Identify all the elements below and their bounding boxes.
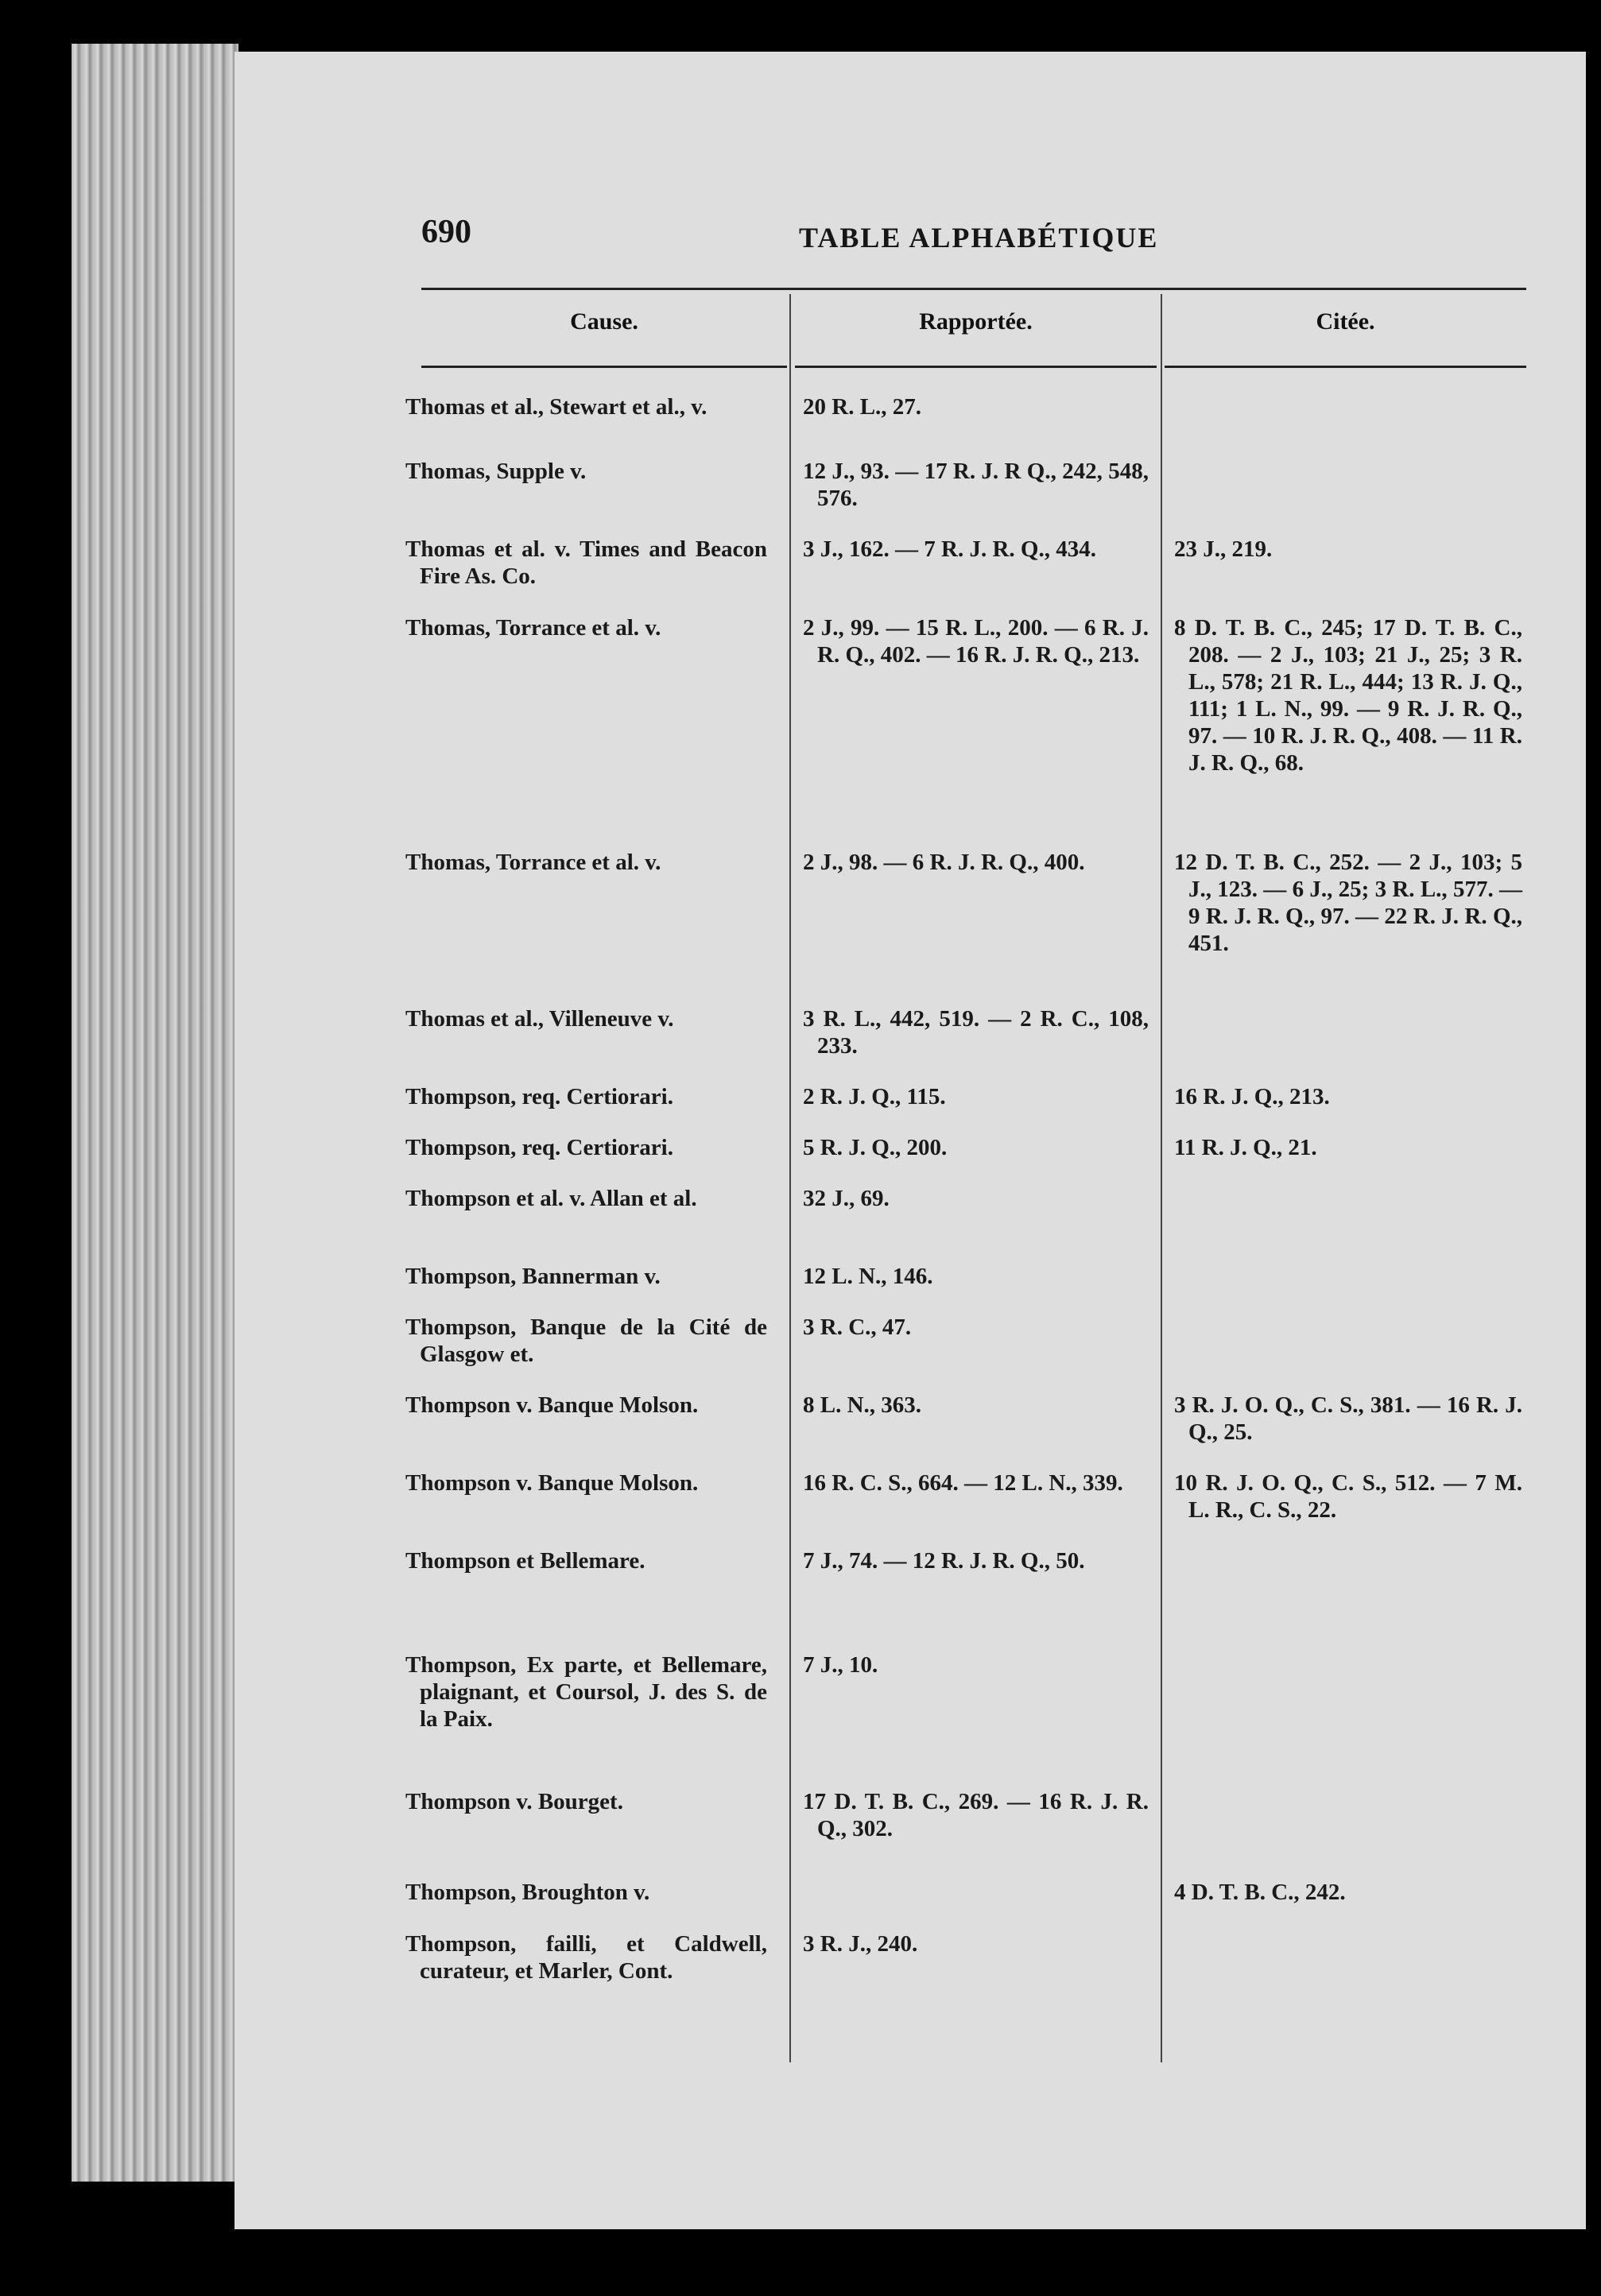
table-row	[405, 1651, 1534, 1788]
table-row	[405, 1083, 1534, 1134]
rapportee-cell: 2 J., 99. — 15 R. L., 200. — 6 R. J. R. Q., 402. — 16 R. J. R. Q., 213.	[803, 615, 1149, 668]
rapportee-cell: 32 J., 69.	[803, 1186, 890, 1211]
table-row	[405, 1547, 1534, 1651]
rapportee-cell	[783, 1879, 1157, 1930]
header-rule-rapportee	[795, 366, 1157, 368]
cause-cell: Thompson, Broughton v.	[405, 1880, 650, 1905]
table-row	[405, 1005, 1534, 1083]
citee-cell	[1157, 1185, 1522, 1263]
table-row	[405, 849, 1534, 1005]
cause-cell: Thomas et al., Stewart et al., v.	[405, 394, 707, 420]
rapportee-cell: 12 J., 93. — 17 R. J. R Q., 242, 548, 576.	[803, 459, 1149, 511]
cause-cell: Thompson, Banque de la Cité de Glasgow et.	[405, 1314, 767, 1367]
rapportee-cell: 2 J., 98. — 6 R. J. R. Q., 400.	[803, 850, 1085, 875]
citee-cell: 8 D. T. B. C., 245; 17 D. T. B. C., 208. — 2 J., 103; 21 J., 25; 3 R. L., 578; 21 R. L., 444; 13 R. J. Q., 111; 1 L. N., 99. — 9 R. J. R. Q., 97. — 10 R. J. R. Q., 408. — 11 R. J. R. Q., 68.	[1174, 615, 1522, 776]
rapportee-cell: 3 R. C., 47.	[803, 1314, 912, 1340]
rapportee-cell: 3 R. J., 240.	[803, 1931, 918, 1957]
table-row	[405, 1392, 1534, 1469]
cause-cell: Thompson, Bannerman v.	[405, 1264, 661, 1289]
citee-cell	[1157, 1788, 1522, 1879]
page-number: 690	[421, 214, 471, 250]
header-rule-citee	[1165, 366, 1526, 368]
rapportee-cell: 8 L. N., 363.	[803, 1392, 922, 1418]
citee-cell	[1157, 1930, 1522, 2018]
cause-cell: Thompson, Ex parte, et Bellemare, plaignant, et Coursol, J. des S. de la Paix.	[405, 1652, 767, 1732]
rapportee-cell: 7 J., 10.	[803, 1652, 878, 1678]
rapportee-cell: 3 J., 162. — 7 R. J. R. Q., 434.	[803, 536, 1096, 562]
column-header-citee: Citée.	[1316, 308, 1375, 335]
table-row	[405, 1930, 1534, 2018]
citee-cell	[1157, 1263, 1522, 1314]
citee-cell: 4 D. T. B. C., 242.	[1174, 1880, 1346, 1905]
table-row	[405, 614, 1534, 849]
cause-cell: Thomas, Torrance et al. v.	[405, 615, 661, 641]
running-title: TABLE ALPHABÉTIQUE	[799, 222, 1159, 254]
cause-cell: Thompson et al. v. Allan et al.	[405, 1186, 697, 1211]
rapportee-cell: 2 R. J. Q., 115.	[803, 1084, 946, 1109]
table-row	[405, 1469, 1534, 1547]
citee-cell: 3 R. J. O. Q., C. S., 381. — 16 R. J. Q., 25.	[1174, 1392, 1522, 1445]
citee-cell: 16 R. J. Q., 213.	[1174, 1084, 1330, 1109]
table-row	[405, 536, 1534, 614]
table-row	[405, 1185, 1534, 1263]
cause-cell: Thomas, Torrance et al. v.	[405, 850, 661, 875]
rapportee-cell: 5 R. J. Q., 200.	[803, 1135, 948, 1160]
table-row	[405, 1263, 1534, 1314]
column-header-rapportee: Rapportée.	[919, 308, 1033, 335]
cause-cell: Thompson et Bellemare.	[405, 1548, 645, 1574]
cause-cell: Thomas et al., Villeneuve v.	[405, 1006, 674, 1032]
cause-cell: Thompson, failli, et Caldwell, curateur, et Marler, Cont.	[405, 1931, 767, 1984]
citee-cell: 10 R. J. O. Q., C. S., 512. — 7 M. L. R., C. S., 22.	[1174, 1470, 1522, 1523]
table-row	[405, 1314, 1534, 1392]
cause-cell: Thompson v. Banque Molson.	[405, 1392, 699, 1418]
citee-cell	[1157, 393, 1522, 458]
table-row	[405, 1788, 1534, 1879]
cause-cell: Thompson v. Bourget.	[405, 1789, 623, 1814]
cause-cell: Thompson v. Banque Molson.	[405, 1470, 699, 1496]
citee-cell: 11 R. J. Q., 21.	[1174, 1135, 1317, 1160]
citee-cell: 23 J., 219.	[1174, 536, 1273, 562]
cause-cell: Thomas, Supple v.	[405, 459, 587, 484]
rapportee-cell: 7 J., 74. — 12 R. J. R. Q., 50.	[803, 1548, 1085, 1574]
table-row	[405, 393, 1534, 458]
rapportee-cell: 3 R. L., 442, 519. — 2 R. C., 108, 233.	[803, 1006, 1149, 1059]
citee-cell	[1157, 1547, 1522, 1651]
citee-cell	[1157, 1651, 1522, 1788]
entries-table	[405, 393, 1534, 2018]
citee-cell	[1157, 1005, 1522, 1083]
cause-cell: Thomas et al. v. Times and Beacon Fire As. Co.	[405, 536, 767, 589]
rapportee-cell: 20 R. L., 27.	[803, 394, 922, 420]
rapportee-cell: 16 R. C. S., 664. — 12 L. N., 339.	[803, 1470, 1123, 1496]
top-rule	[421, 288, 1526, 290]
header-rule-cause	[421, 366, 787, 368]
cause-cell: Thompson, req. Certiorari.	[405, 1084, 673, 1109]
table-row	[405, 1134, 1534, 1185]
table-row	[405, 458, 1534, 536]
page-edges	[72, 44, 238, 2182]
citee-cell	[1157, 458, 1522, 536]
table-row	[405, 1879, 1534, 1930]
rapportee-cell: 12 L. N., 146.	[803, 1264, 933, 1289]
cause-cell: Thompson, req. Certiorari.	[405, 1135, 673, 1160]
citee-cell	[1157, 1314, 1522, 1392]
rapportee-cell: 17 D. T. B. C., 269. — 16 R. J. R. Q., 302.	[803, 1789, 1149, 1841]
column-header-cause: Cause.	[570, 308, 638, 335]
citee-cell: 12 D. T. B. C., 252. — 2 J., 103; 5 J., 123. — 6 J., 25; 3 R. L., 577. — 9 R. J. R. Q., 97. — 22 R. J. R. Q., 451.	[1174, 850, 1522, 956]
